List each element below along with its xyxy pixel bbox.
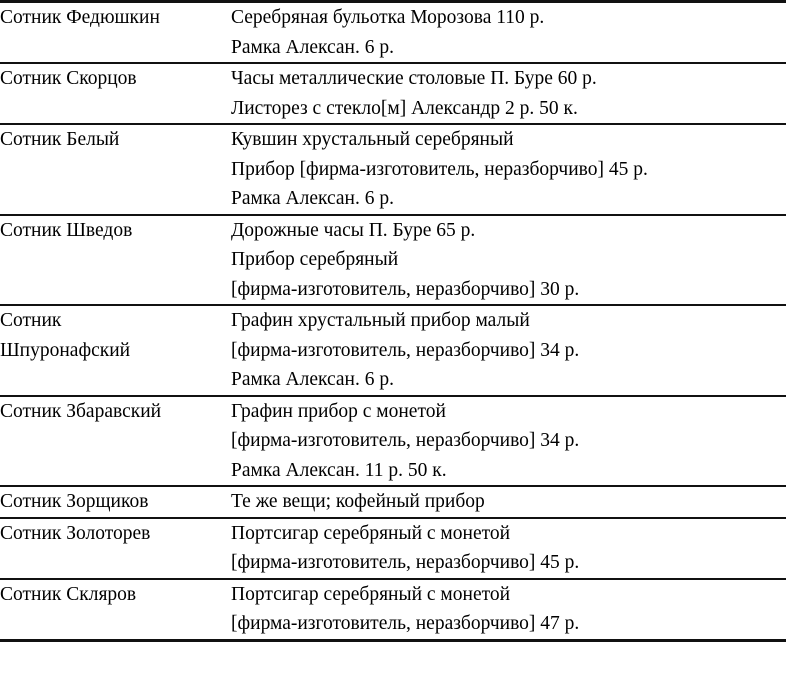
cell-officer-name <box>0 518 231 579</box>
cell-officer-name <box>0 396 231 487</box>
item-description-line: Прибор серебряный <box>231 249 399 270</box>
item-description-line: [фирма-изготовитель, неразборчиво] 47 р. <box>231 613 580 634</box>
table-row <box>0 63 786 124</box>
item-description-line: Листорез с стекло[м] Александр 2 р. 50 к. <box>231 97 578 119</box>
item-description-line: Графин хрустальный прибор малый <box>231 310 530 331</box>
item-description-line: Графин прибор с монетой <box>231 400 446 422</box>
officer-name-line: Сотник Шведов <box>0 219 133 241</box>
table-row <box>0 579 786 641</box>
item-description-line: Рамка Алексан. 6 р. <box>231 188 394 209</box>
item-description-line: Серебряная бульотка Морозова 110 р. <box>231 7 545 28</box>
item-description-line: Кувшин хрустальный серебряный <box>231 129 514 150</box>
officer-name-line: Сотник Скляров <box>0 583 137 605</box>
cell-items-description <box>231 124 786 215</box>
item-description-line: Портсигар серебряный с монетой <box>231 583 511 605</box>
cell-items-description <box>231 2 786 64</box>
item-description-line: Рамка Алексан. 6 р. <box>231 369 394 390</box>
cell-items-description <box>231 305 786 396</box>
cell-items-description <box>231 579 786 641</box>
item-description-line: Дорожные часы П. Буре 65 р. <box>231 219 476 241</box>
item-description-line: Рамка Алексан. 11 р. 50 к. <box>231 459 447 481</box>
item-description-line: Те же вещи; кофейный прибор <box>231 491 485 512</box>
table-row <box>0 518 786 579</box>
cell-items-description <box>231 396 786 487</box>
table-row <box>0 396 786 487</box>
item-description-line: [фирма-изготовитель, неразборчиво] 30 р. <box>231 278 580 300</box>
item-description-line: Рамка Алексан. 6 р. <box>231 36 394 58</box>
cell-officer-name <box>0 579 231 641</box>
table-row <box>0 124 786 215</box>
item-description-line: Портсигар серебряный с монетой <box>231 522 511 544</box>
officer-name-line: Шпуронафский <box>0 339 131 361</box>
cell-items-description <box>231 518 786 579</box>
item-description-line: [фирма-изготовитель, неразборчиво] 34 р. <box>231 339 580 361</box>
item-description-line: Часы металлические столовые П. Буре 60 р. <box>231 68 597 89</box>
cell-officer-name <box>0 2 231 64</box>
item-description-line: Прибор [фирма-изготовитель, неразборчиво] 45 р. <box>231 158 648 180</box>
table-row <box>0 2 786 64</box>
cell-officer-name <box>0 305 231 396</box>
cell-items-description <box>231 486 786 518</box>
item-description-line: [фирма-изготовитель, неразборчиво] 45 р. <box>231 552 580 573</box>
officer-name-line: Сотник Скорцов <box>0 68 137 89</box>
cell-officer-name <box>0 486 231 518</box>
cell-officer-name <box>0 124 231 215</box>
officer-name-line: Сотник Збаравский <box>0 400 162 422</box>
officer-name-line: Сотник Золоторев <box>0 522 151 544</box>
cell-items-description <box>231 215 786 306</box>
cell-items-description <box>231 63 786 124</box>
officer-name-line: Сотник Федюшкин <box>0 7 160 28</box>
ledger-table-body <box>0 2 786 641</box>
table-row <box>0 486 786 518</box>
officer-name-line: Сотник Белый <box>0 129 120 150</box>
item-description-line: [фирма-изготовитель, неразборчиво] 34 р. <box>231 430 580 451</box>
cell-officer-name <box>0 215 231 306</box>
table-row <box>0 305 786 396</box>
cell-officer-name <box>0 63 231 124</box>
officer-name-line: Сотник Зорщиков <box>0 491 149 512</box>
table-row <box>0 215 786 306</box>
officer-name-line: Сотник <box>0 310 62 331</box>
